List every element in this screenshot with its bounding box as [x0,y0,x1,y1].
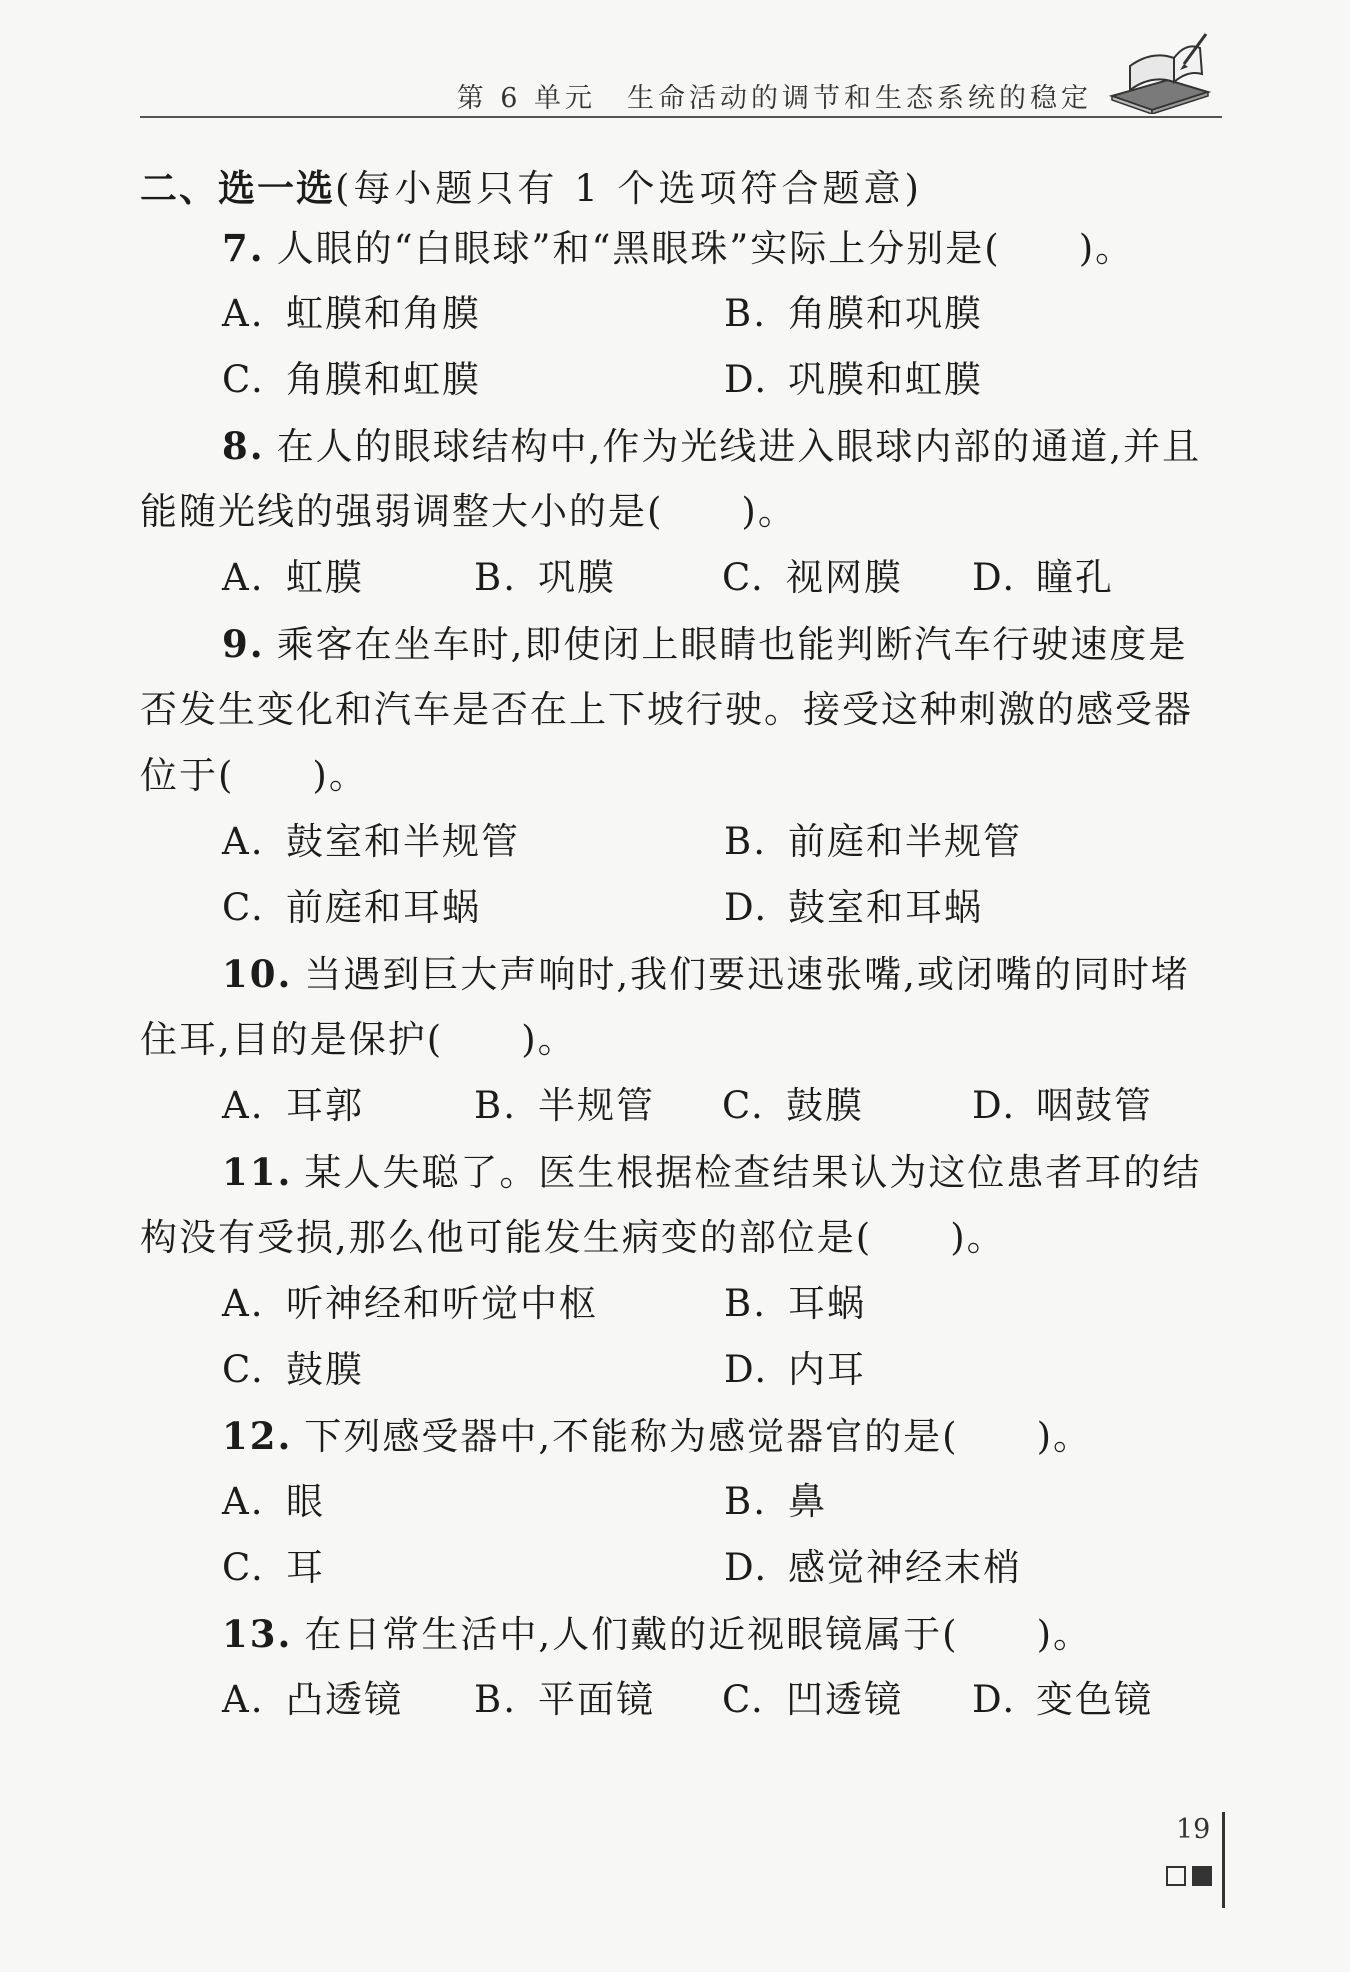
answer-option[interactable] [724,1544,1022,1592]
answer-option[interactable] [722,1676,903,1724]
filled-square-marker [1192,1866,1212,1886]
option-text: 鼓膜 [286,1348,364,1391]
question-number: 9. [222,622,265,666]
answer-option[interactable] [722,554,903,602]
question-9-line [140,686,1222,734]
option-letter: C. [222,358,265,401]
option-text: 鼓室和耳蜗 [788,886,983,929]
option-text: 角膜和虹膜 [286,358,481,401]
question-8-line [140,488,1222,536]
option-text: 凹透镜 [786,1678,903,1721]
option-letter: D. [972,1084,1017,1127]
answer-option[interactable] [222,884,481,932]
question-text: 人眼的“白眼球”和“黑眼珠”实际上分别是( )。 [276,227,1135,270]
section-heading-label: 二、选一选 [140,167,335,210]
answer-option[interactable] [222,1082,364,1130]
option-letter: B. [724,1282,767,1325]
answer-option[interactable] [222,818,520,866]
question-7-line [140,224,1304,273]
section-heading [140,158,923,212]
option-letter: B. [474,1678,517,1721]
option-letter: D. [724,1348,769,1391]
question-text: 在人的眼球结构中,作为光线进入眼球内部的通道,并且 [276,425,1202,468]
question-9-line [140,620,1304,669]
question-10-line [140,1016,1222,1064]
question-8-line [140,422,1304,471]
answer-option[interactable] [474,1082,655,1130]
answer-option[interactable] [724,1478,827,1526]
option-text: 前庭和半规管 [788,820,1022,863]
answer-option[interactable] [724,356,983,404]
question-9-line [140,752,1222,800]
book-icon [1104,30,1216,114]
page-number-divider [1222,1812,1225,1908]
option-letter: B. [724,820,767,863]
option-text: 巩膜 [538,556,616,599]
option-letter: C. [222,1348,265,1391]
answer-option[interactable] [724,818,1022,866]
question-number: 7. [222,226,265,270]
option-letter: C. [722,556,765,599]
answer-option[interactable] [222,290,481,338]
option-text: 鼻 [788,1480,827,1523]
answer-option[interactable] [722,1082,864,1130]
question-number: 12. [222,1414,293,1458]
answer-option[interactable] [222,554,364,602]
question-text: 能随光线的强弱调整大小的是( )。 [140,490,797,533]
option-text: 鼓室和半规管 [286,820,520,863]
option-text: 眼 [286,1480,325,1523]
question-number: 10. [222,952,293,996]
answer-option[interactable] [222,1346,364,1394]
question-text: 当遇到巨大声响时,我们要迅速张嘴,或闭嘴的同时堵 [304,953,1190,996]
section-heading-note: (每小题只有 1 个选项符合题意) [335,167,923,210]
option-text: 耳 [286,1546,325,1589]
question-text: 某人失聪了。医生根据检查结果认为这位患者耳的结 [304,1151,1202,1194]
question-number: 8. [222,424,265,468]
option-letter: C. [722,1084,765,1127]
option-letter: A. [222,1678,265,1721]
question-text: 否发生变化和汽车是否在上下坡行驶。接受这种刺激的感受器 [140,688,1193,731]
option-text: 鼓膜 [786,1084,864,1127]
answer-option[interactable] [474,554,616,602]
question-11-line [140,1214,1222,1262]
header-unit-title: 第 6 单元 生命活动的调节和生态系统的稳定 [456,83,1092,114]
option-letter: D. [724,886,769,929]
answer-option[interactable] [474,1676,655,1724]
option-text: 巩膜和虹膜 [788,358,983,401]
running-header [140,72,1222,118]
option-text: 耳郭 [286,1084,364,1127]
answer-option[interactable] [222,1676,403,1724]
option-letter: C. [222,1546,265,1589]
option-letter: A. [222,556,265,599]
option-letter: C. [722,1678,765,1721]
answer-option[interactable] [222,1280,598,1328]
option-letter: D. [972,556,1017,599]
option-letter: A. [222,1282,265,1325]
question-text: 构没有受损,那么他可能发生病变的部位是( )。 [140,1216,1006,1259]
option-letter: A. [222,1480,265,1523]
option-text: 内耳 [788,1348,866,1391]
option-letter: B. [474,556,517,599]
option-letter: A. [222,1084,265,1127]
question-text: 在日常生活中,人们戴的近视眼镜属于( )。 [304,1613,1093,1656]
option-letter: D. [724,358,769,401]
answer-option[interactable] [724,1280,866,1328]
answer-option[interactable] [222,1544,325,1592]
option-letter: B. [474,1084,517,1127]
option-text: 凸透镜 [286,1678,403,1721]
answer-option[interactable] [222,1478,325,1526]
option-letter: D. [724,1546,769,1589]
answer-option[interactable] [724,290,983,338]
question-10-line [140,950,1304,999]
answer-option[interactable] [972,1082,1153,1130]
question-13-line [140,1610,1304,1659]
question-text: 住耳,目的是保护( )。 [140,1018,577,1061]
question-11-line [140,1148,1304,1197]
option-letter: C. [222,886,265,929]
option-text: 虹膜 [286,556,364,599]
answer-option[interactable] [972,1676,1153,1724]
option-letter: A. [222,292,265,335]
option-text: 平面镜 [538,1678,655,1721]
option-text: 前庭和耳蜗 [286,886,481,929]
answer-option[interactable] [222,356,481,404]
answer-option[interactable] [724,884,983,932]
page-number: 19 [1176,1814,1211,1845]
option-text: 瞳孔 [1036,556,1114,599]
option-text: 虹膜和角膜 [286,292,481,335]
option-letter: A. [222,820,265,863]
option-text: 视网膜 [786,556,903,599]
answer-option[interactable] [724,1346,866,1394]
outline-square-marker [1166,1866,1186,1886]
question-text: 位于( )。 [140,754,368,797]
option-text: 耳蜗 [788,1282,866,1325]
question-12-line [140,1412,1304,1461]
option-text: 角膜和巩膜 [788,292,983,335]
option-text: 变色镜 [1036,1678,1153,1721]
option-text: 听神经和听觉中枢 [286,1282,598,1325]
option-text: 半规管 [538,1084,655,1127]
option-letter: B. [724,1480,767,1523]
question-number: 13. [222,1612,293,1656]
question-number: 11. [222,1150,293,1194]
question-text: 乘客在坐车时,即使闭上眼睛也能判断汽车行驶速度是 [276,623,1188,666]
option-text: 感觉神经末梢 [788,1546,1022,1589]
option-letter: B. [724,292,767,335]
option-text: 咽鼓管 [1036,1084,1153,1127]
option-letter: D. [972,1678,1017,1721]
answer-option[interactable] [972,554,1114,602]
question-text: 下列感受器中,不能称为感觉器官的是( )。 [304,1415,1093,1458]
